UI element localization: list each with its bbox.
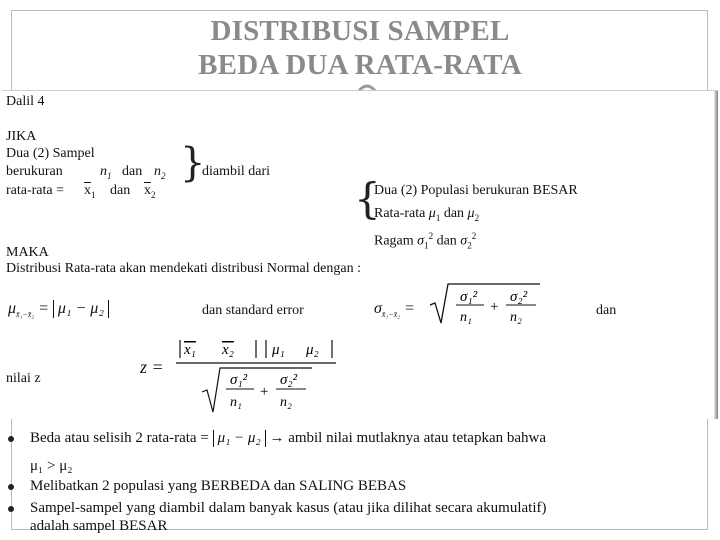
bullet-3-line-2: adalah sampel BESAR — [30, 518, 168, 534]
svg-text:μ₂: μ₂ — [306, 342, 319, 358]
svg-text:n₁: n₁ — [230, 395, 242, 410]
bullet-dot — [8, 506, 14, 512]
z-formula — [172, 336, 342, 416]
dan-text-2: dan — [110, 183, 131, 198]
dua-populasi-text: Dua (2) Populasi berukuran BESAR — [374, 183, 578, 198]
dan-text-1: dan — [122, 164, 143, 179]
title-line-1: DISTRIBUSI SAMPEL — [210, 15, 510, 47]
xbar1-symbol: $\overline{x}_1$ — [84, 183, 96, 200]
bullet-2-text: Melibatkan 2 populasi yang BERBEDA dan SALING BEBAS — [30, 478, 407, 494]
bullet-1-text-a: Beda atau selisih 2 rata-rata = — [30, 430, 209, 446]
svg-text:+: + — [260, 384, 269, 400]
svg-text:+: + — [490, 299, 499, 315]
dua-sampel-text: Dua (2) Sampel — [6, 146, 95, 161]
svg-text:x₂: x₂ — [222, 342, 234, 358]
slide-title — [0, 14, 720, 82]
xbar2-symbol: $\overline{x}_2$ — [144, 183, 156, 200]
nilai-z-text: nilai z — [6, 371, 41, 386]
dan-end-text: dan — [596, 303, 617, 318]
svg-text:σ₂²: σ₂² — [280, 372, 298, 388]
bullet-dot — [8, 484, 14, 490]
bullet-dot — [8, 436, 14, 442]
mu-diff-formula: $\mu_{x̄_1-x̄_2} = \mu_1 - \mu_2$ — [8, 300, 109, 319]
z-symbol: z = — [140, 357, 164, 377]
title-line-2: BEDA DUA RATA-RATA — [198, 49, 522, 81]
right-brace: } — [180, 140, 206, 186]
scan-edge-shadow — [714, 91, 718, 419]
svg-text:μ₁: μ₁ — [272, 342, 285, 358]
svg-text:n₂: n₂ — [280, 395, 292, 410]
jika-heading: JIKA — [6, 129, 37, 144]
maka-heading: MAKA — [6, 245, 49, 260]
scanned-theorem-image — [2, 90, 718, 419]
svg-text:σ₂²: σ₂² — [510, 289, 528, 305]
rata-rata-mu-text: Rata-rata $\mu_1$ dan $\mu_2$ — [374, 206, 480, 223]
bullet-1-line-2: μ₁ > μ₂ — [30, 458, 73, 474]
diambil-dari-text: diambil dari — [202, 164, 271, 179]
n2-symbol: $n_2$ — [154, 164, 166, 181]
bullet-1-text-b: → ambil nilai mutlaknya atau tetapkan bahwa — [269, 430, 547, 446]
ragam-text: Ragam $\sigma_1^2$ dan $\sigma_2^2$ — [374, 231, 477, 251]
svg-text:x₁: x₁ — [184, 342, 196, 358]
dalil-heading: Dalil 4 — [6, 94, 45, 109]
dan-standard-error-text: dan standard error — [202, 303, 304, 318]
svg-text:n₂: n₂ — [510, 310, 522, 325]
left-brace: { — [354, 174, 381, 223]
berukuran-text: berukuran — [6, 164, 63, 179]
svg-text:σ₁²: σ₁² — [230, 372, 248, 388]
distribusi-text: Distribusi Rata-rata akan mendekati distribusi Normal dengan : — [6, 261, 361, 276]
standard-error-formula — [430, 281, 542, 325]
rata-rata-text: rata-rata = — [6, 183, 65, 198]
svg-text:n₁: n₁ — [460, 310, 472, 325]
svg-text:σ₁²: σ₁² — [460, 289, 478, 305]
n1-symbol: $n_1$ — [100, 164, 112, 181]
abs-mu-difference: μ₁ − μ₂ — [213, 430, 266, 447]
sigma-diff-symbol: $\sigma_{x̄_1-x̄_2}$ = — [374, 300, 415, 320]
bullet-3-text: Sampel-sampel yang diambil dalam banyak kasus (atau jika dilihat secara akumulatif) — [30, 500, 547, 516]
